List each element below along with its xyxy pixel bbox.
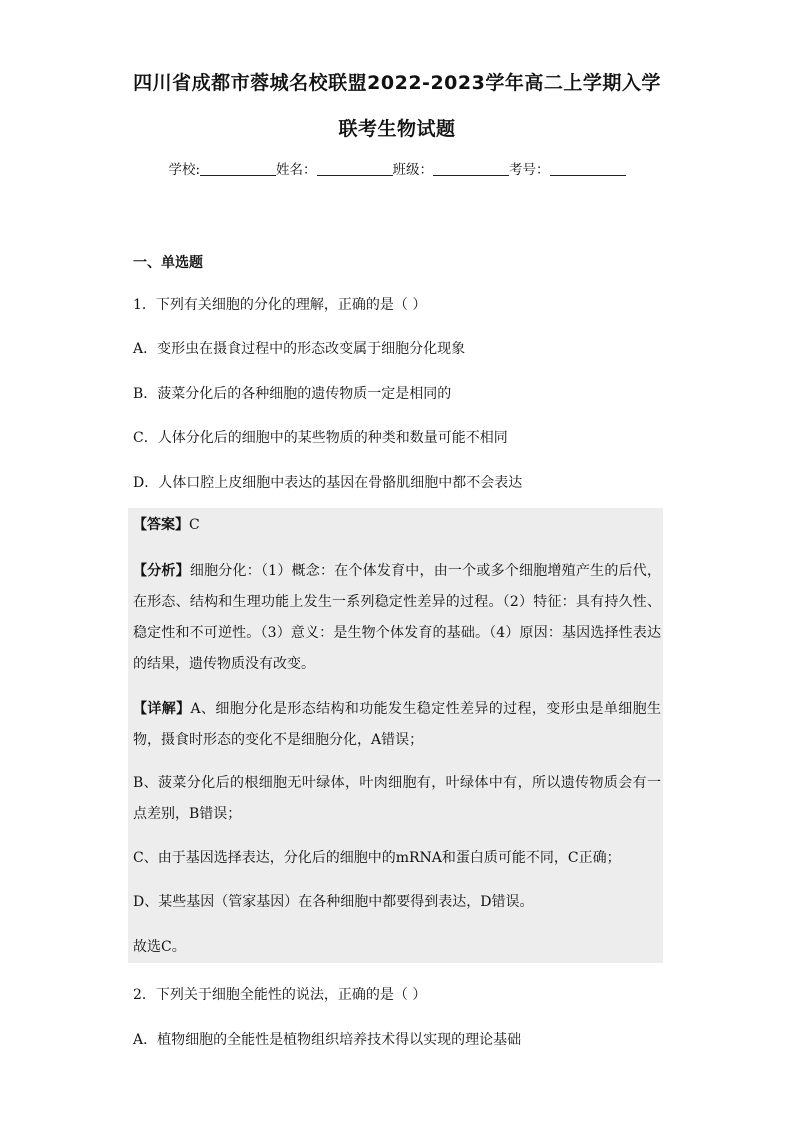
exam-no-label: 考号： [509, 162, 550, 178]
exam-no-blank [550, 161, 626, 176]
question-2-stem: 2．下列关于细胞全能性的说法，正确的是（ ） [133, 987, 427, 1003]
question-1-option-b: B．菠菜分化后的各种细胞的遗传物质一定是相同的 [133, 386, 452, 402]
analysis-paragraph [133, 556, 661, 680]
school-label: 学校: [168, 162, 201, 178]
question-1-option-d: D．人体口腔上皮细胞中表达的基因在骨骼肌细胞中都不会表达 [133, 475, 523, 491]
detail-paragraph-b: B、菠菜分化后的根细胞无叶绿体，叶肉细胞有，叶绿体中有，所以遗传物质会有一点差别，B错误； [133, 775, 661, 822]
answer-value: C [189, 517, 200, 533]
name-label: 姓名： [276, 162, 317, 178]
school-blank [200, 161, 276, 176]
question-1-option-c: C．人体分化后的细胞中的某些物质的种类和数量可能不相同 [133, 430, 508, 446]
section-title: 一、单选题 [133, 255, 203, 271]
analysis-tag: 【分析】 [133, 563, 190, 579]
name-blank [317, 161, 393, 176]
detail-paragraph-a [133, 694, 661, 756]
conclusion-line: 故选C。 [133, 939, 186, 955]
document-title-line2: 联考生物试题 [338, 118, 456, 140]
answer-line [133, 510, 661, 541]
class-blank [433, 161, 509, 176]
class-label: 班级： [392, 162, 434, 178]
detail-paragraph-c: C、由于基因选择表达，分化后的细胞中的mRNA和蛋白质可能不同，C正确； [133, 850, 621, 866]
question-1-stem: 1．下列有关细胞的分化的理解，正确的是（ ） [133, 297, 427, 313]
detail-tag: 【详解】 [133, 701, 191, 717]
question-1-option-a: A．变形虫在摄食过程中的形态改变属于细胞分化现象 [133, 341, 466, 357]
analysis-text: 细胞分化：（1）概念：在个体发育中，由一个或多个细胞增殖产生的后代，在形态、结构和生理功能上发生一系列稳定性差异的过程。（2）特征：具有持久性、稳定性和不可逆性。（3）意义：是生物个体发育的基础。（4）原因：基因选择性表达的结果，遗传物质没有改变。 [133, 563, 661, 672]
detail-paragraph-d: D、某些基因（管家基因）在各种细胞中都要得到表达，D错误。 [133, 894, 534, 910]
detail-a-text: A、细胞分化是形态结构和功能发生稳定性差异的过程，变形虫是单细胞生物，摄食时形态的变化不是细胞分化，A错误； [133, 701, 662, 748]
document-title-line1: 四川省成都市蓉城名校联盟2022-2023学年高二上学期入学 [133, 72, 661, 94]
answer-tag: 【答案】 [133, 517, 189, 533]
student-info-line [0, 158, 794, 178]
question-2-option-a: A．植物细胞的全能性是植物组织培养技术得以实现的理论基础 [133, 1032, 522, 1048]
